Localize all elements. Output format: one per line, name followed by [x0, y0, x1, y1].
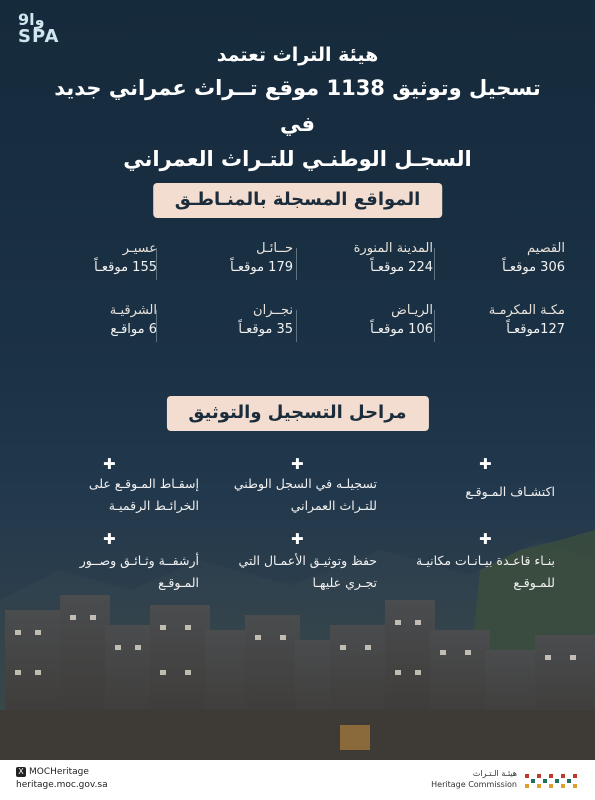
headline-line-1: هيئة التراث تعتمد [216, 44, 379, 66]
regions-title: المواقع المسجلة بالمنـاطـق [153, 183, 443, 218]
region-count: 6 مواقـع [110, 322, 157, 337]
heritage-mark-icon [523, 770, 579, 792]
region-hail [173, 240, 293, 288]
region-name: مكـة المكرمـة [488, 303, 565, 318]
spa-logo-arabic: وا9 [18, 10, 45, 29]
org-name-ar: هيئـة الـتـراث [472, 769, 517, 778]
region-najran [173, 302, 293, 350]
headline [40, 40, 555, 176]
region-eastern [37, 302, 157, 350]
column-divider [434, 248, 435, 280]
region-riyadh [313, 302, 433, 350]
plus-icon: ✚ [479, 455, 492, 473]
footer [0, 760, 595, 800]
region-name: حــائـل [256, 241, 293, 256]
step-archive: أرشفــة وثـائـق وصــور المـوقـع [79, 553, 199, 590]
social-handle[interactable]: MOCHeritage [29, 767, 89, 777]
region-name: القصيم [527, 241, 565, 256]
region-name: الشرقيـة [109, 303, 157, 318]
plus-icon: ✚ [103, 455, 116, 473]
region-count: 306 موقعـاً [502, 260, 565, 275]
plus-icon: ✚ [291, 455, 304, 473]
footer-contact [16, 766, 108, 792]
org-name [431, 768, 517, 790]
region-asir [37, 240, 157, 288]
step-database: بنـاء قاعـدة بيـانـات مكانيـة للمـوقـع [416, 553, 555, 590]
region-count: 35 موقعـاً [238, 322, 293, 337]
plus-icon: ✚ [103, 530, 116, 548]
plus-icon: ✚ [479, 530, 492, 548]
column-divider [296, 248, 297, 280]
region-count: 224 موقعـاً [370, 260, 433, 275]
heritage-commission-logo [419, 766, 579, 794]
spa-logo-latin: SPA [18, 26, 60, 47]
column-divider [296, 310, 297, 342]
regions-grid [30, 240, 565, 352]
region-qassim [445, 240, 565, 288]
x-icon: X [16, 767, 26, 777]
region-madinah [313, 240, 433, 288]
region-count: 106 موقعـاً [370, 322, 433, 337]
headline-line-2: تسجيل وتوثيق 1138 موقع تــراث عمراني جديد في [54, 76, 541, 136]
region-count: 155 موقعـاً [94, 260, 157, 275]
region-count: 179 موقعـاً [230, 260, 293, 275]
column-divider [156, 310, 157, 342]
region-count: 127موقعـاً [506, 322, 565, 337]
website-link[interactable]: heritage.moc.gov.sa [16, 780, 108, 790]
org-name-en: Heritage Commission [431, 780, 517, 789]
headline-line-3: السجـل الوطنـي للتـراث العمراني [123, 147, 472, 171]
step-register: تسجيلـه في السجل الوطني للتـراث العمراني [233, 476, 377, 513]
column-divider [156, 248, 157, 280]
plus-icon: ✚ [291, 530, 304, 548]
column-divider [434, 310, 435, 342]
step-map: إسقـاط المـوقـع على الخرائـط الرقميـة [88, 476, 199, 513]
region-name: المدينة المنورة [353, 241, 433, 256]
region-name: نجــران [253, 303, 293, 318]
step-preserve: حفظ وتوثيـق الأعمـال التي تجـري عليهـا [238, 553, 377, 590]
step-discover: اكتشـاف المـوقـع [465, 484, 555, 499]
region-name: عسيـر [122, 241, 157, 256]
region-name: الريـاض [391, 303, 433, 318]
steps-title: مراحل التسجيل والتوثيق [166, 396, 428, 431]
steps-grid [40, 455, 555, 605]
region-makkah [445, 302, 565, 350]
